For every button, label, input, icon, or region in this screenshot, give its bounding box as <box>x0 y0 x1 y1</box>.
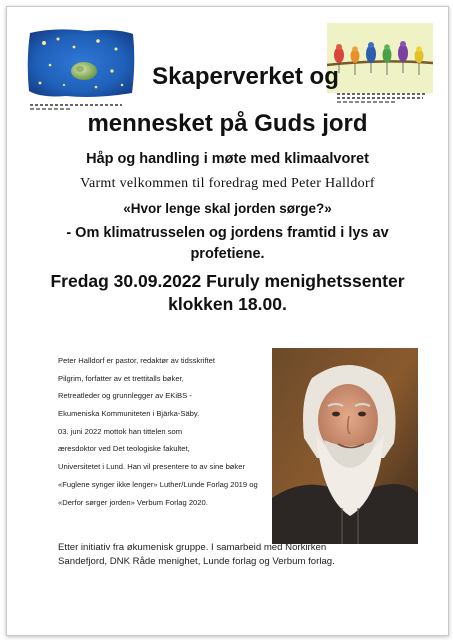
footer-line: Etter initiativ fra økumenisk gruppe. I samarbeid med Norkirken <box>58 542 327 553</box>
lecture-topic-line1: - Om klimatrusselen og jordens framtid i lys av <box>66 225 389 241</box>
right-illustration-caption <box>337 93 431 103</box>
event-time: klokken 18.00. <box>168 294 287 314</box>
bio-line: Pilgrim, forfatter av et trettitalls bøker, <box>58 373 184 383</box>
bio-line: 03. juni 2022 mottok han tittelen som <box>58 426 183 436</box>
bio-line: Ekumeniska Kommuniteten i Bjärka-Säby. <box>58 409 200 419</box>
speaker-portrait <box>272 348 418 544</box>
footer-credits <box>58 541 438 569</box>
bio-line: «Derfor sørger jorden» Verbum Forlag 2020. <box>58 497 208 507</box>
event-date-location: Fredag 30.09.2022 Furuly menighetssenter <box>50 271 405 291</box>
speaker-bio <box>58 352 273 511</box>
welcome-text: Varmt velkommen til foredrag med Peter Halldorf <box>80 176 375 191</box>
bio-line: Universitetet i Lund. Han vil presentere to av sine bøker <box>58 462 245 472</box>
bio-line: Retreatleder og grunnlegger av EKiBS - <box>58 391 192 401</box>
poster-title-line1: Skaperverket og <box>152 63 339 90</box>
bio-line: «Fuglene synger ikke lenger» Luther/Lunde Forlag 2019 og <box>58 479 258 489</box>
bio-line: æresdoktor ved Det teologiske fakultet, <box>58 444 190 454</box>
lecture-topic-line2: profetiene. <box>190 246 265 262</box>
poster-subtitle: Håp og handling i møte med klimaalvoret <box>86 151 369 167</box>
lecture-question: «Hvor lenge skal jorden sørge?» <box>123 201 332 216</box>
poster-page <box>6 6 449 636</box>
poster-title-line2: mennesket på Guds jord <box>87 110 368 137</box>
footer-line: Sandefjord, DNK Råde menighet, Lunde forlag og Verbum forlag. <box>58 556 335 567</box>
bio-line: Peter Halldorf er pastor, redaktør av tidsskriftet <box>58 356 215 365</box>
